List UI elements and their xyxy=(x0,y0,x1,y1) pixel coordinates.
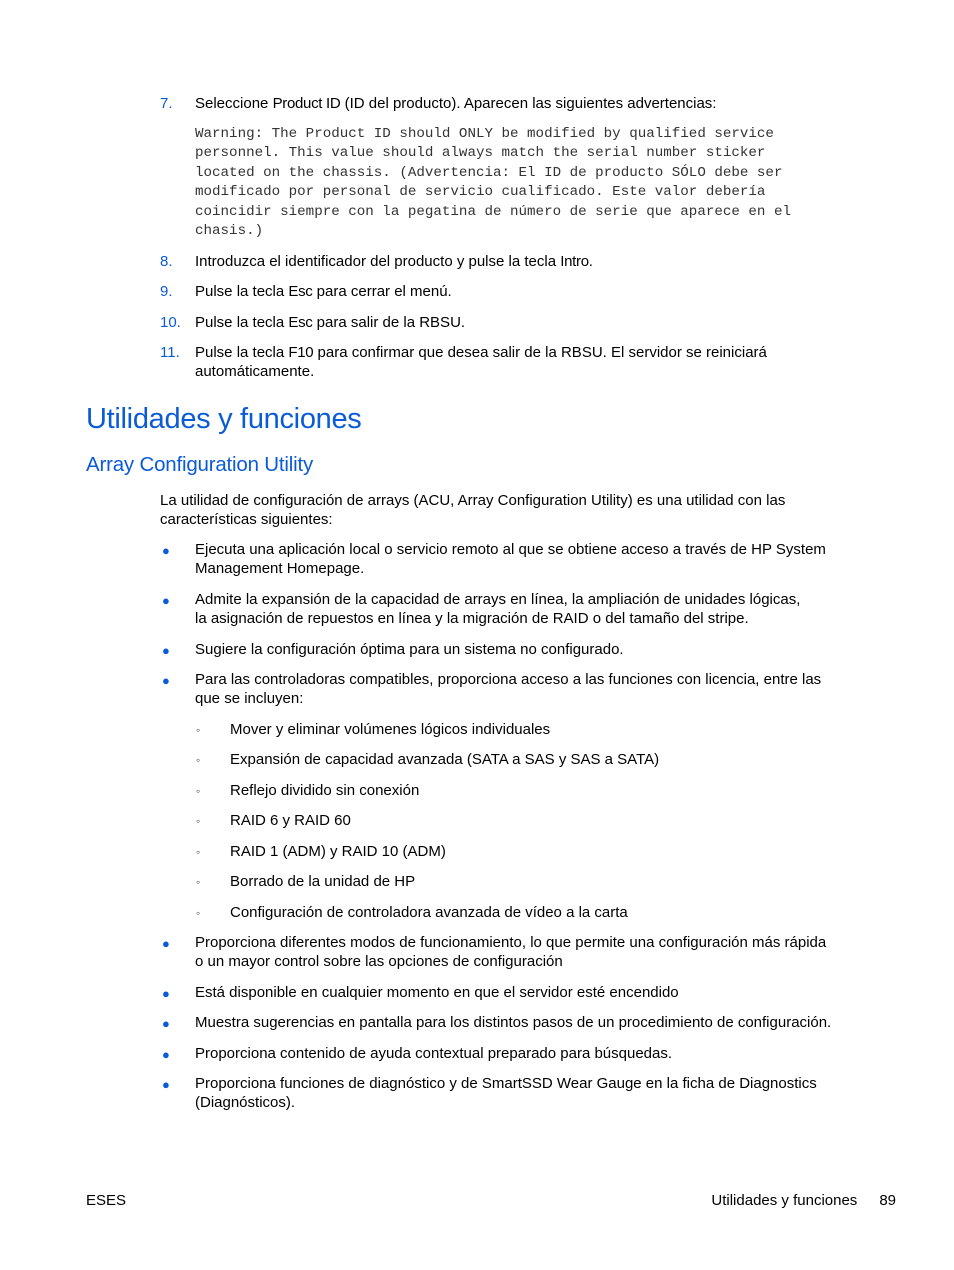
subsection-title: Array Configuration Utility xyxy=(86,453,314,476)
bullet-icon: ● xyxy=(162,1047,170,1062)
step-number: 10. xyxy=(160,314,181,331)
intro-paragraph-line: características siguientes: xyxy=(160,511,333,528)
step-7-text: Seleccione Product ID (ID del producto). Aparecen las siguientes advertencias: xyxy=(195,95,717,112)
step-11-text: Pulse la tecla F10 para confirmar que desea salir de la RBSU. El servidor se reiniciará xyxy=(195,344,767,361)
sub-bullet-icon: ◦ xyxy=(196,784,201,798)
intro-paragraph-line: La utilidad de configuración de arrays (ACU, Array Configuration Utility) es una utilidad con las xyxy=(160,492,786,509)
sub-bullet-item-text: RAID 1 (ADM) y RAID 10 (ADM) xyxy=(230,843,446,860)
bullet-icon: ● xyxy=(162,986,170,1001)
sub-bullet-item-text: Mover y eliminar volúmenes lógicos individuales xyxy=(230,721,551,738)
step-number: 7. xyxy=(160,95,173,112)
bullet-icon: ● xyxy=(162,1016,170,1031)
key-f10: F10 xyxy=(288,344,314,361)
step-11-text-continued: automáticamente. xyxy=(195,363,315,380)
bullet-item-text: Muestra sugerencias en pantalla para los distintos pasos de un procedimiento de configuración. xyxy=(195,1014,832,1031)
bullet-item-text: Para las controladoras compatibles, proporciona acceso a las funciones con licencia, entre las xyxy=(195,671,822,688)
bullet-item-text: Admite la expansión de la capacidad de arrays en línea, la ampliación de unidades lógicas, xyxy=(195,591,801,608)
warning-line: located on the chassis. (Advertencia: El ID de producto SÓLO debe ser xyxy=(195,164,783,181)
warning-line: Warning: The Product ID should ONLY be modified by qualified service xyxy=(195,126,774,142)
warning-code-block xyxy=(195,125,791,241)
bullet-icon: ● xyxy=(162,673,170,688)
bullet-item-text: la asignación de repuestos en línea y la migración de RAID o del tamaño del stripe. xyxy=(195,610,749,627)
bullet-item-text: Está disponible en cualquier momento en que el servidor esté encendido xyxy=(195,984,679,1001)
bullet-item-text: Management Homepage. xyxy=(195,560,365,577)
step-7 xyxy=(160,94,173,113)
step-8 xyxy=(160,252,173,271)
sub-bullet-item-text: Expansión de capacidad avanzada (SATA a SAS y SAS a SATA) xyxy=(230,751,660,768)
key-esc: Esc xyxy=(288,314,313,331)
footer-section: Utilidades y funciones xyxy=(711,1192,858,1209)
sub-bullet-icon: ◦ xyxy=(196,845,201,859)
warning-line: personnel. This value should always match the serial number sticker xyxy=(195,145,766,162)
warning-line: chasis.) xyxy=(195,223,264,240)
warning-line: coincidir siempre con la pegatina de número de serie que aparece en el xyxy=(195,203,791,220)
sub-bullet-icon: ◦ xyxy=(196,906,201,920)
warning-line: modificado por personal de servicio cualificado. Este valor debería xyxy=(195,184,766,201)
sub-bullet-icon: ◦ xyxy=(196,753,201,767)
bullet-icon: ● xyxy=(162,643,170,658)
bullet-item-text: (Diagnósticos). xyxy=(195,1094,296,1111)
step-9 xyxy=(160,282,173,301)
sub-bullet-item-text: Reflejo dividido sin conexión xyxy=(230,782,420,799)
bullet-icon: ● xyxy=(162,1077,170,1092)
step-10-text: Pulse la tecla Esc para salir de la RBSU. xyxy=(195,314,466,331)
footer-right xyxy=(711,1191,896,1210)
section-title: Utilidades y funciones xyxy=(86,403,362,435)
bullet-item-text: Sugiere la configuración óptima para un sistema no configurado. xyxy=(195,641,624,658)
key-intro: Intro xyxy=(560,253,589,270)
footer-left: ESES xyxy=(86,1192,127,1209)
bullet-item-text: Proporciona funciones de diagnóstico y de SmartSSD Wear Gauge en la ficha de Diagnostics xyxy=(195,1075,817,1092)
step-number: 8. xyxy=(160,253,173,270)
sub-bullet-icon: ◦ xyxy=(196,814,201,828)
bullet-item-text: Proporciona contenido de ayuda contextual preparado para búsquedas. xyxy=(195,1045,673,1062)
sub-bullet-item-text: Configuración de controladora avanzada de vídeo a la carta xyxy=(230,904,628,921)
bullet-icon: ● xyxy=(162,593,170,608)
bullet-icon: ● xyxy=(162,936,170,951)
sub-bullet-icon: ◦ xyxy=(196,875,201,889)
key-esc: Esc xyxy=(288,283,313,300)
menu-option-product-id: Product ID xyxy=(272,95,341,112)
step-number: 9. xyxy=(160,283,173,300)
bullet-item-text: Proporciona diferentes modos de funcionamiento, lo que permite una configuración más rápida xyxy=(195,934,827,951)
sub-bullet-item-text: RAID 6 y RAID 60 xyxy=(230,812,351,829)
bullet-item-text: que se incluyen: xyxy=(195,690,304,707)
bullet-item-text: Ejecuta una aplicación local o servicio remoto al que se obtiene acceso a través de HP System xyxy=(195,541,826,558)
step-10 xyxy=(160,313,181,332)
bullet-item-text: o un mayor control sobre las opciones de configuración xyxy=(195,953,563,970)
sub-bullet-item-text: Borrado de la unidad de HP xyxy=(230,873,416,890)
step-number: 11. xyxy=(160,344,180,361)
sub-bullet-icon: ◦ xyxy=(196,723,201,737)
bullet-icon: ● xyxy=(162,543,170,558)
step-8-text: Introduzca el identificador del producto y pulse la tecla Intro. xyxy=(195,253,593,270)
step-11 xyxy=(160,343,180,362)
page-number: 89 xyxy=(879,1192,896,1209)
step-9-text: Pulse la tecla Esc para cerrar el menú. xyxy=(195,283,452,300)
